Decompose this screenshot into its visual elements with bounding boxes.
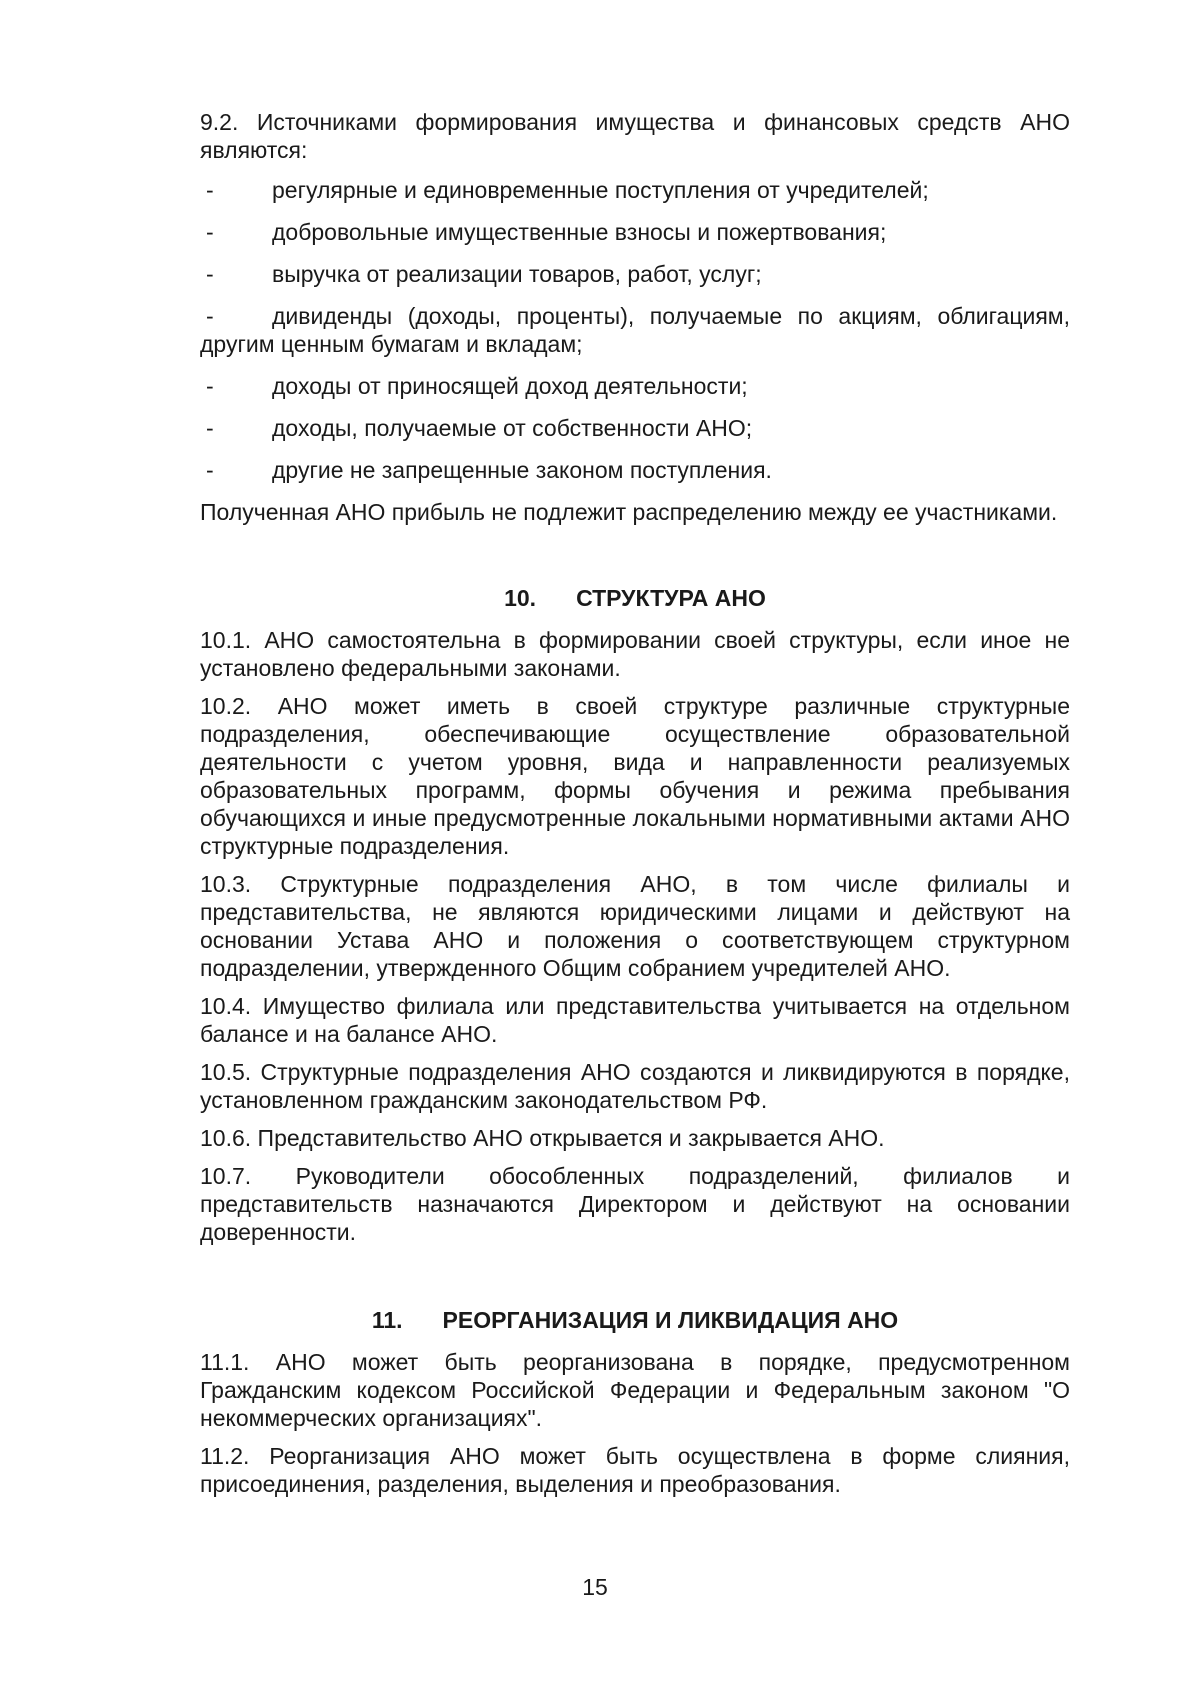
list-item xyxy=(200,372,1070,400)
list-item xyxy=(200,414,1070,442)
section-number: 10. xyxy=(504,585,537,611)
section-number: 11. xyxy=(371,1307,403,1333)
list-item-text: другие не запрещенные законом поступления. xyxy=(272,457,772,483)
paragraph-10-3: 10.3. Структурные подразделения АНО, в том числе филиалы и представительства, не являются юридическими лицами и действуют на основании Устава АНО и положения о соответствующем структурном подразделении, утвержденного Общим собранием учредителей АНО. xyxy=(200,871,1070,981)
list-item xyxy=(200,456,1070,484)
page-number: 15 xyxy=(582,1574,608,1600)
dash-marker: - xyxy=(206,373,214,399)
section-10-heading xyxy=(200,584,1070,612)
paragraph-10-1: 10.1. АНО самостоятельна в формировании своей структуры, если иное не установлено федеральными законами. xyxy=(200,627,1070,681)
list-item-text: доходы от приносящей доход деятельности; xyxy=(272,373,748,399)
list-item xyxy=(200,176,1070,204)
paragraph-10-5: 10.5. Структурные подразделения АНО создаются и ликвидируются в порядке, установленном гражданским законодательством РФ. xyxy=(200,1059,1070,1113)
section-11-heading xyxy=(200,1306,1070,1334)
profit-paragraph: Полученная АНО прибыль не подлежит распределению между ее участниками. xyxy=(200,499,1058,525)
dash-marker: - xyxy=(206,177,214,203)
dash-marker: - xyxy=(206,261,214,287)
dash-marker: - xyxy=(206,303,214,329)
dash-marker: - xyxy=(206,457,214,483)
paragraph-10-7: 10.7. Руководители обособленных подразделений, филиалов и представительств назначаются Директором и действуют на основании доверенности. xyxy=(200,1163,1070,1245)
paragraph-10-6: 10.6. Представительство АНО открывается и закрывается АНО. xyxy=(200,1125,885,1151)
paragraph-11-2: 11.2. Реорганизация АНО может быть осуществлена в форме слияния, присоединения, разделения, выделения и преобразования. xyxy=(200,1443,1070,1497)
list-item xyxy=(200,260,1070,288)
section-title: РЕОРГАНИЗАЦИЯ И ЛИКВИДАЦИЯ АНО xyxy=(442,1307,899,1333)
list-item xyxy=(200,302,1070,358)
dash-marker: - xyxy=(206,219,214,245)
list-item-text: добровольные имущественные взносы и пожертвования; xyxy=(272,219,887,245)
dash-marker: - xyxy=(206,415,214,441)
list-item-text: дивиденды (доходы, проценты), получаемые по акциям, облигациям, другим ценным бумагам и вкладам; xyxy=(200,303,1070,357)
list-item-text: выручка от реализации товаров, работ, услуг; xyxy=(272,261,762,287)
section-title: СТРУКТУРА АНО xyxy=(576,585,766,611)
paragraph-9-2: 9.2. Источниками формирования имущества и финансовых средств АНО являются: xyxy=(200,109,1070,163)
list-item-text: регулярные и единовременные поступления от учредителей; xyxy=(272,177,929,203)
paragraph-10-2: 10.2. АНО может иметь в своей структуре различные структурные подразделения, обеспечивающие осуществление образовательной деятельности с учетом уровня, вида и направленности реализуемых образовательных программ, формы обучения и режима пребывания обучающихся и иные предусмотренные локальными нормативными актами АНО структурные подразделения. xyxy=(200,693,1070,859)
paragraph-11-1: 11.1. АНО может быть реорганизована в порядке, предусмотренном Гражданским кодексом Российской Федерации и Федеральным законом "О некоммерческих организациях". xyxy=(200,1349,1070,1431)
paragraph-10-4: 10.4. Имущество филиала или представительства учитывается на отдельном балансе и на балансе АНО. xyxy=(200,993,1070,1047)
list-item-text: доходы, получаемые от собственности АНО; xyxy=(272,415,753,441)
list-item xyxy=(200,218,1070,246)
